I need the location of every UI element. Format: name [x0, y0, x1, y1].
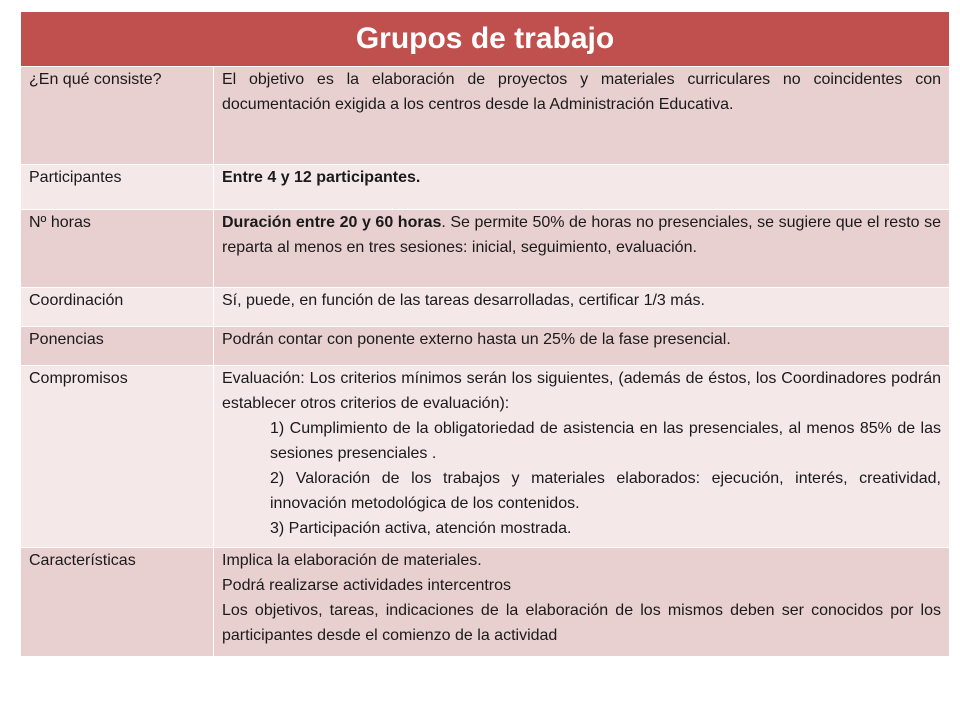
table-row: [21, 366, 950, 548]
row-label-caracteristicas: Características: [21, 548, 214, 657]
row-label-consiste: ¿En qué consiste?: [21, 67, 214, 165]
row-value-caracteristicas: [214, 548, 950, 657]
title-row: [21, 12, 950, 67]
table-row: [21, 288, 950, 327]
row-value-ponencias: Podrán contar con ponente externo hasta un 25% de la fase presencial.: [214, 327, 950, 366]
row-value-horas: [214, 210, 950, 288]
caracteristicas-line-3: Los objetivos, tareas, indicaciones de la elaboración de los mismos deben ser conocidos por los participantes desde el comienzo de la actividad: [222, 602, 941, 644]
horas-bold-text: Duración entre 20 y 60 horas: [222, 214, 442, 231]
row-value-compromisos: [214, 366, 950, 548]
row-label-horas: Nº horas: [21, 210, 214, 288]
caracteristicas-line-2: Podrá realizarse actividades intercentros: [222, 577, 512, 594]
compromisos-item-3: 3) Participación activa, atención mostrada.: [270, 520, 572, 537]
compromisos-intro: Evaluación: Los criterios mínimos serán los siguientes, (además de éstos, los Coordinadores podrán establecer otros criterios de evaluación):: [222, 370, 941, 412]
row-value-consiste: El objetivo es la elaboración de proyectos y materiales curriculares no coincidentes con documentación exigida a los centros desde la Administración Educativa.: [214, 67, 950, 165]
row-label-coordinacion: Coordinación: [21, 288, 214, 327]
table-row: [21, 327, 950, 366]
row-value-participantes: Entre 4 y 12 participantes.: [214, 165, 950, 210]
row-label-participantes: Participantes: [21, 165, 214, 210]
table-title: Grupos de trabajo: [21, 12, 950, 67]
info-table: [20, 11, 950, 657]
horas-text: . Se permite 50% de horas no presenciales, se sugiere que el resto se reparta al menos en tres sesiones: inicial, seguimiento, evaluación.: [222, 214, 942, 256]
table-row: [21, 165, 950, 210]
table-row: [21, 210, 950, 288]
compromisos-item-2: 2) Valoración de los trabajos y materiales elaborados: ejecución, interés, creatividad, innovación metodológica de los contenidos.: [270, 470, 941, 512]
table-row: [21, 67, 950, 165]
compromisos-item-1: 1) Cumplimiento de la obligatoriedad de asistencia en las presenciales, al menos 85% de las sesiones presenciales .: [270, 420, 941, 462]
table-row: [21, 548, 950, 657]
caracteristicas-line-1: Implica la elaboración de materiales.: [222, 552, 482, 569]
row-label-compromisos: Compromisos: [21, 366, 214, 548]
row-label-ponencias: Ponencias: [21, 327, 214, 366]
row-value-coordinacion: Sí, puede, en función de las tareas desarrolladas, certificar 1/3 más.: [214, 288, 950, 327]
